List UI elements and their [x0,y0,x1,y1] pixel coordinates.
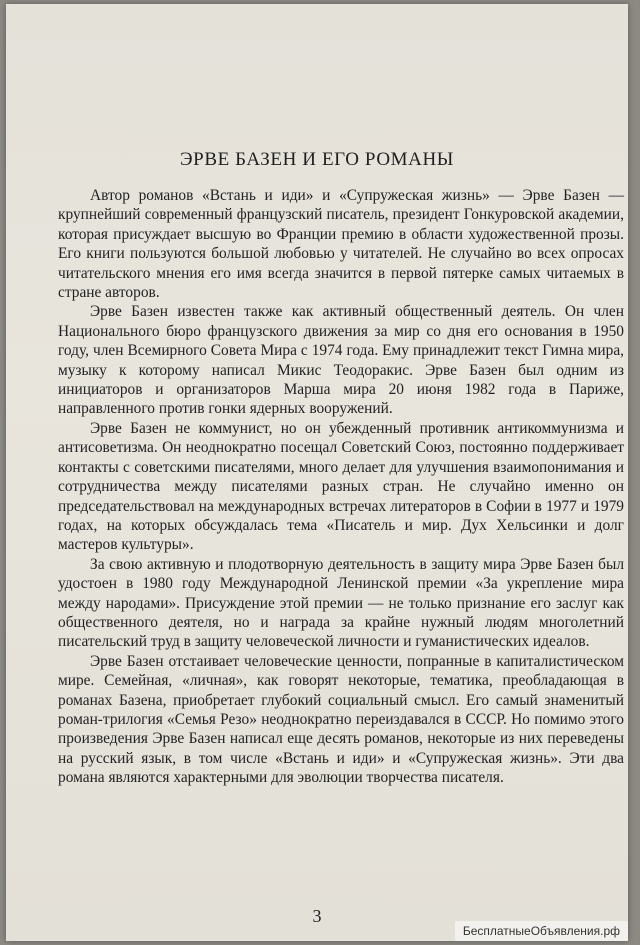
paragraph: Эрве Базен известен также как активный общественный деятель. Он член Национального бюро французского движения за мир со дня его основания в 1950 году, член Всемирного Совета Мира с 1974 года. Ему принадлежит текст Гимна мира, музыку к которому написал Микис Теодоракис. Эрве Базен был одним из инициаторов и организаторов Марша мира 20 июня 1982 года в Париже, направленного против гонки ядерных вооружений. [58,303,624,418]
watermark: БесплатныеОбъявления.рф [455,921,628,941]
body-text [58,186,624,788]
paragraph: Автор романов «Встань и иди» и «Супружеская жизнь» — Эрве Базен — крупнейший современный французский писатель, президент Гонкуровской академии, которая присуждает высшую во Франции премию в области художественной прозы. Его книги пользуются большой любовью у читателей. Не случайно во всех опросах читательского мнения его имя всегда значится в первой пятерке самых читаемых в стране авторов. [58,187,624,302]
paragraph: Эрве Базен отстаивает человеческие ценности, попранные в капиталистическом мире. Семейная, «личная», как говорят некоторые, тематика, преобладающая в романах Базена, приобретает глубокий социальный смысл. Его самый знаменитый роман-трилогия «Семья Резо» неоднократно переиздавался в СССР. Но помимо этого произведения Эрве Базен написал еще десять романов, некоторые из них переведены на русский язык, в том числе «Встань и иди» и «Супружеская жизнь». Эти два романа являются характерными для эволюции творчества писателя. [58,652,624,787]
page-number: 3 [312,906,322,926]
paragraph: За свою активную и плодотворную деятельность в защиту мира Эрве Базен был удостоен в 1980 году Международной Ленинской премии «За укрепление мира между народами». Присуждение этой премии — не только признание его заслуг как общественного деятеля, но и награда за крайне нужный людям многолетний писательский труд в защиту человеческой личности и гуманистических идеалов. [58,555,624,651]
paragraph: Эрве Базен не коммунист, но он убежденный противник антикоммунизма и антисоветизма. Он неоднократно посещал Советский Союз, постоянно поддерживает контакты с советскими писателями, много делает для улучшения взаимопонимания и сотрудничества между писателями разных стран. Не случайно именно он председательствовал на международных встречах литераторов в Софии в 1977 и 1979 годах, на которых обсуждалась тема «Писатель и мир. Дух Хельсинки и долг мастеров культуры». [58,419,624,554]
book-page [6,4,628,941]
page-title: ЭРВЕ БАЗЕН И ЕГО РОМАНЫ [180,149,454,170]
